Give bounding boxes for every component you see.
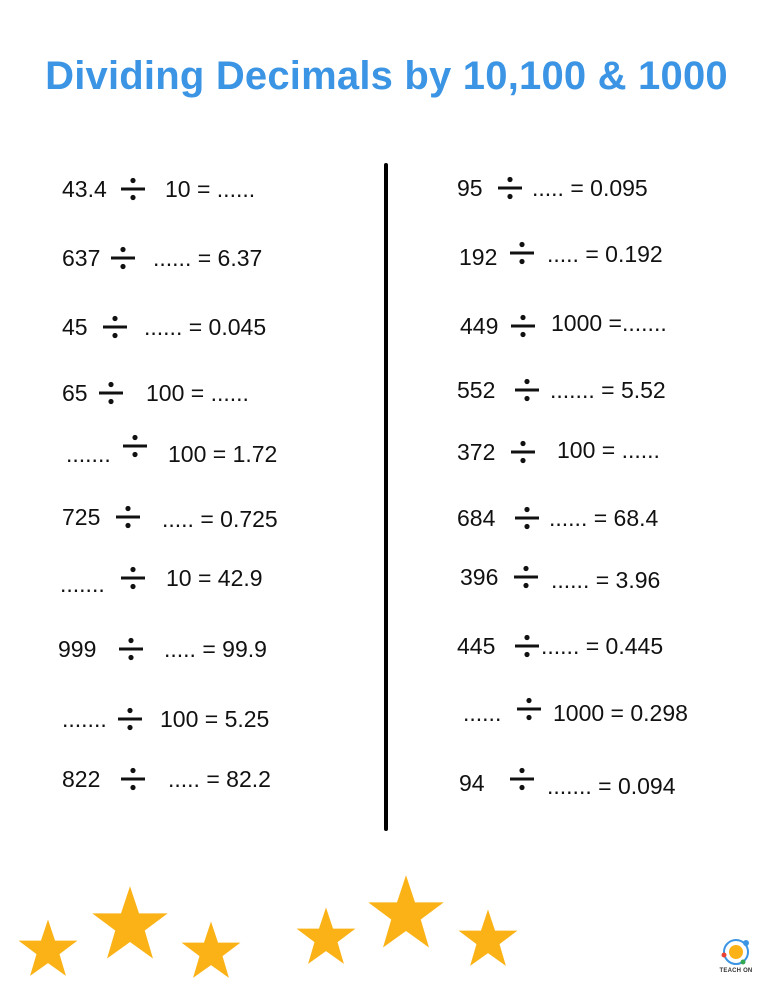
star-icon [179, 919, 243, 983]
divisor-result: 1000 = 0.298 [553, 700, 688, 726]
division-sign-icon [514, 505, 540, 531]
divisor-result: ...... = 0.445 [541, 633, 664, 659]
divisor-result: 10 = 42.9 [166, 565, 263, 591]
divisor-result: ..... = 82.2 [168, 766, 271, 792]
division-sign-icon [120, 766, 146, 792]
divisor-result: ...... = 3.96 [551, 567, 661, 593]
division-sign-icon [514, 633, 540, 659]
division-sign-icon [120, 176, 146, 202]
dividend: 65 [62, 380, 88, 406]
brand-name: TEACH ON [719, 968, 753, 974]
divisor-result: 1000 =....... [551, 310, 667, 336]
page-title: Dividing Decimals by 10,100 & 1000 [45, 54, 728, 98]
dividend: ....... [62, 706, 107, 732]
division-sign-icon [120, 565, 146, 591]
division-sign-icon [509, 766, 535, 792]
division-sign-icon [102, 314, 128, 340]
division-sign-icon [98, 380, 124, 406]
star-icon [294, 905, 358, 969]
division-sign-icon [510, 313, 536, 339]
dividend: ....... [66, 441, 111, 467]
dividend: 999 [58, 636, 97, 662]
divisor-result: ..... = 99.9 [164, 636, 267, 662]
star-icon [456, 907, 520, 971]
dividend: 372 [457, 439, 496, 465]
teach-on-logo-icon [716, 935, 756, 969]
divisor-result: 100 = 1.72 [168, 441, 278, 467]
dividend: 725 [62, 504, 101, 530]
division-sign-icon [118, 636, 144, 662]
division-sign-icon [122, 433, 148, 459]
divisor-result: ...... = 0.045 [144, 314, 267, 340]
star-icon [365, 872, 447, 954]
divisor-result: ....... = 5.52 [550, 377, 666, 403]
dividend: ....... [60, 571, 105, 597]
division-sign-icon [509, 240, 535, 266]
divisor-result: ...... = 68.4 [549, 505, 659, 531]
division-sign-icon [497, 175, 523, 201]
dividend: 445 [457, 633, 496, 659]
dividend: 43.4 [62, 176, 107, 202]
dividend: 192 [459, 244, 498, 270]
dividend: 822 [62, 766, 101, 792]
division-sign-icon [516, 696, 542, 722]
dividend: 45 [62, 314, 88, 340]
column-divider [384, 163, 388, 831]
star-icon [89, 883, 171, 965]
division-sign-icon [117, 706, 143, 732]
divisor-result: ...... = 6.37 [153, 245, 263, 271]
divisor-result: ..... = 0.095 [532, 175, 648, 201]
divisor-result: ....... = 0.094 [547, 773, 676, 799]
division-sign-icon [115, 504, 141, 530]
division-sign-icon [514, 377, 540, 403]
divisor-result: 10 = ...... [165, 176, 256, 202]
division-sign-icon [110, 245, 136, 271]
divisor-result: ..... = 0.725 [162, 506, 278, 532]
dividend: 396 [460, 564, 499, 590]
divisor-result: 100 = ...... [146, 380, 249, 406]
dividend: 95 [457, 175, 483, 201]
dividend: 552 [457, 377, 496, 403]
divisor-result: 100 = 5.25 [160, 706, 270, 732]
division-sign-icon [513, 564, 539, 590]
teach-on-logo [716, 935, 756, 985]
dividend: 449 [460, 313, 499, 339]
division-sign-icon [510, 439, 536, 465]
dividend: 94 [459, 770, 485, 796]
dividend: 684 [457, 505, 496, 531]
dividend: ...... [463, 700, 502, 726]
dividend: 637 [62, 245, 101, 271]
divisor-result: ..... = 0.192 [547, 241, 663, 267]
star-icon [16, 917, 80, 981]
divisor-result: 100 = ...... [557, 437, 660, 463]
